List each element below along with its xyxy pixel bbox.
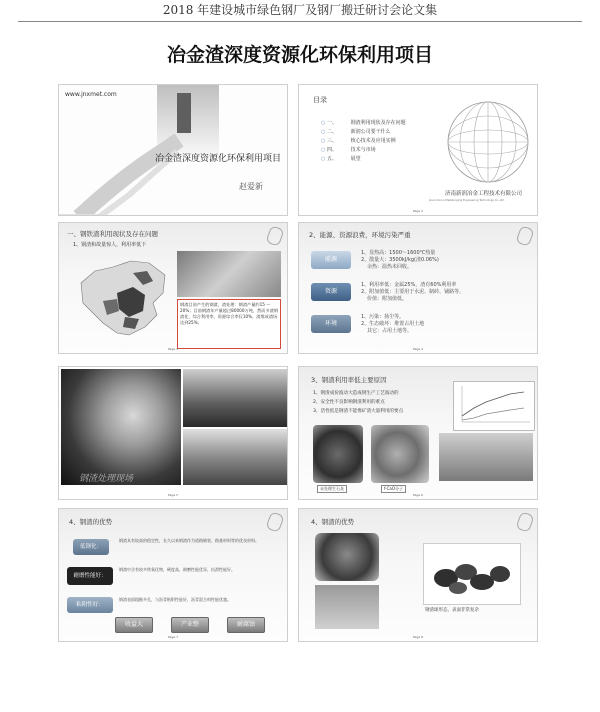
- photo-caption: 钢渣球形态，表面非常复杂: [425, 608, 479, 613]
- slide-3-heading: 一、钢铁渣利用现状及存在问题: [67, 230, 158, 238]
- toc-list: [321, 119, 406, 164]
- paperclip-icon: [265, 225, 284, 247]
- tag-fcao: f-CaO分子: [381, 485, 406, 493]
- slide-7-heading: 4、钢渣的优势: [69, 518, 113, 526]
- slide-6: [298, 366, 538, 500]
- advantage-row-3: 粘附性好： 钢渣表面粗糙多孔，与沥青粘附性能好，沥青混合料性能优越。: [67, 595, 281, 619]
- slide-6-heading: 3、钢渣利用率低主要原因: [311, 376, 387, 384]
- tag-lime: 未处理生石灰: [317, 485, 347, 493]
- environment-row: 环境 1、污染：扬尘等。 2、生态破坏：堆置占用土地 其它：占用土地等。: [311, 311, 531, 341]
- resource-row: 资源 1、利用率低：金属25%，渣有60%利用率 2、附加值低：主要用于水泥、制砖、铺路等， 价值：附加值低。: [311, 279, 531, 309]
- slide-3: [58, 222, 288, 354]
- page-number: Page 6: [412, 493, 424, 497]
- reason-item: 1、钢渣成份波动大造成钢生产工艺波动的: [313, 391, 399, 396]
- toc-item: ○ 五、 展望: [321, 156, 361, 162]
- toc-item: ○ 二、 新润公司要干什么: [321, 129, 391, 135]
- plant-photo: [183, 369, 287, 427]
- slide-7: [58, 508, 288, 642]
- slag-field-photo: [183, 429, 287, 485]
- page-number: Page 2: [412, 209, 424, 213]
- rock-photo-2: [371, 425, 429, 483]
- author-name: 赵爱新: [239, 182, 263, 191]
- company-name: 济南新润冶金工程技术有限公司: [445, 191, 523, 197]
- benefit-button-3: 耐腐蚀: [227, 617, 265, 633]
- toc-heading: 目录: [313, 96, 327, 104]
- smoke-photo: [61, 369, 181, 485]
- globe-graphic: [443, 97, 533, 187]
- page-title: 冶金渣深度资源化环保利用项目: [166, 44, 433, 66]
- slide-4-heading: 2、能源、资源浪费，环境污染严重: [309, 231, 411, 239]
- reasons-list: [313, 389, 403, 416]
- advantage-row-2: 耐磨性能好： 钢渣中含有较多铁氧化物，硬度高，耐磨性能优异，抗滑性能好。: [67, 565, 281, 589]
- page-number: Page 4: [412, 347, 424, 351]
- paperclip-icon: [515, 225, 534, 247]
- reason-item: 3、活性低是钢渣不能像矿渣大量利用的要点: [313, 409, 404, 414]
- slide-2: [298, 84, 538, 216]
- paperclip-icon: [515, 511, 534, 533]
- slide-1: [58, 84, 288, 216]
- slide-4: [298, 222, 538, 354]
- advantage-row-1: 低钢化： 钢渣具有较高的稳定性，长久以来钢渣作为道路铺装、路基材料等的优良材料。: [67, 537, 281, 559]
- paperclip-icon: [265, 511, 284, 533]
- rock-photo-3: [439, 433, 533, 481]
- slag-closeup-photo: [315, 533, 379, 581]
- chart-box: [453, 381, 535, 431]
- toc-item: ○ 三、 核心技术及应用实例: [321, 138, 396, 144]
- page-number: Page 3: [167, 347, 179, 351]
- stats-box: 钢渣目前产生的钢渣，渣处理：钢渣产量约15 ～ 20%；目前钢渣年产量超过80000万吨，然而多渣钢渣化、综合利用率，资源综合率仅10%，渣堆成渣场达到25%；: [177, 299, 281, 349]
- company-name-en: Jinan Xinrun Metallurgical Engineering Technology Co.,Ltd.: [429, 199, 505, 202]
- activity-chart: [454, 382, 534, 430]
- toc-item: ○ 一、 钢渣利用现状及存在问题: [321, 120, 406, 126]
- slide-8: [298, 508, 538, 642]
- slag-balls-photo: [423, 543, 521, 605]
- slag-balls-graphic: [424, 544, 520, 604]
- reason-item: 2、安全性不良影响钢渣利用的难点: [313, 400, 385, 405]
- watermark-text: 钢渣处理现场: [79, 474, 134, 484]
- book-header: 2018 年建设城市绿色钢厂及钢厂搬迁研讨会论文集: [162, 3, 438, 17]
- header-divider: [18, 21, 582, 22]
- benefit-button-2: 产业整: [171, 617, 209, 633]
- toc-item: ○ 四、 技术与市场: [321, 147, 376, 153]
- page-number: Page 8: [412, 635, 424, 639]
- slide-5: [58, 366, 288, 500]
- page-number: Page 5: [167, 493, 179, 497]
- china-map: [73, 253, 173, 343]
- benefit-button-1: 收益大: [115, 617, 153, 633]
- slide-1-title: 冶金渣深度资源化环保利用项目: [155, 154, 282, 164]
- page-number: Page 7: [167, 635, 179, 639]
- slag-photo: [177, 251, 281, 297]
- slide-3-sub: 1、钢渣和故量惊人，利用率低下: [73, 242, 147, 248]
- rock-photo-1: [313, 425, 363, 483]
- website-url: www.jnxmet.com: [65, 91, 117, 98]
- slag-powder-photo: [315, 585, 379, 629]
- slide-8-heading: 4、钢渣的优势: [311, 518, 355, 526]
- energy-row: 能源 1、显热高：1500～1600℃热量 2、散量大：3500kJ/kg(渣0.06%) 余热：温热未回收。: [311, 247, 531, 275]
